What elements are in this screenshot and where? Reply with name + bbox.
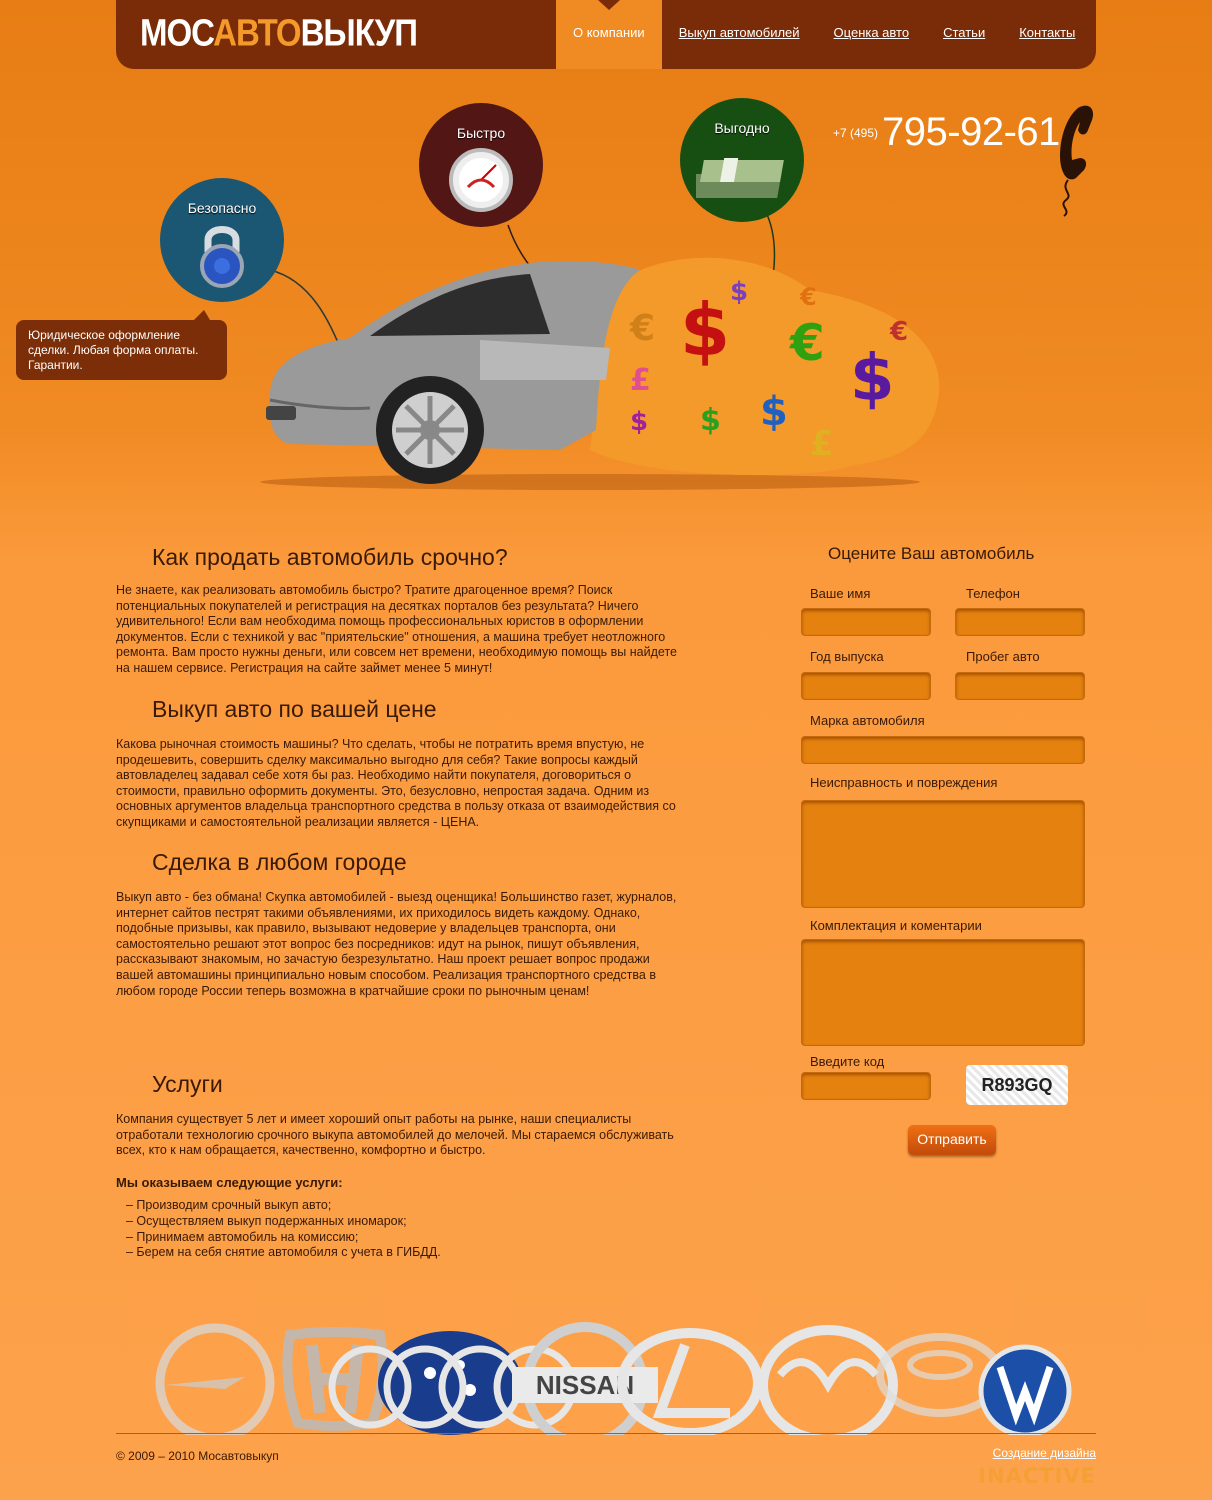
list-item: – Берем на себя снятие автомобиля с учета в ГИБДД. — [126, 1245, 441, 1260]
brand-label: Марка автомобиля — [810, 713, 925, 728]
article-title-any-city: Сделка в любом городе — [152, 849, 407, 875]
svg-text:$: $ — [630, 407, 649, 437]
money-stack-icon — [696, 148, 792, 204]
article-text-sell-urgent: Не знаете, как реализовать автомобиль быстро? Тратите драгоценное время? Поиск потенциальных покупателей и регистрация на десятках порталов без результата? Ничего удивительного! Если вам необходима помощь профессиональных юристов в оформлении документов. Если с техникой у вас "приятельские" отношения, а машина требует неотложного ремонта. Вам просто нужны деньги, или совсем нет времени, необходимую помощь вы найдете на нашем сервисе. Регистрация на сайте займет менее 5 минут! — [116, 583, 677, 675]
footer-divider — [116, 1433, 1096, 1434]
mileage-label: Пробег авто — [966, 649, 1040, 664]
mazda-logo — [763, 1330, 893, 1435]
svg-text:$: $ — [760, 389, 788, 435]
svg-text:€: € — [630, 308, 656, 349]
article-text-any-city: Выкуп авто - без обмана! Скупка автомобилей - выезд оценщика! Большинство газет, журналов, интернет сайтов пестрят такими объявлениями, их приходилось видеть каждому. Однако, подобные призывы, как правило, вызывают недоверие у владельцев транспорта, они самостоятельно решают этот вопрос без посредников: идут на рынок, пишут объявления, рассказывают знакомым, но зачастую безрезультатно. Наш проект решает вопрос продажи вашей автомашины принципиально новым способом. Реализация транспортного средства в любом городе России теперь возможна в кратчайшие сроки по рыночным ценам! — [116, 890, 677, 998]
damage-label: Неисправность и повреждения — [810, 775, 998, 790]
name-field[interactable] — [801, 608, 931, 636]
features-tooltip: Юридическое оформление сделки. Любая форма оплаты. Гарантии. — [16, 320, 227, 380]
nissan-logo-text: NISSAN — [535, 1370, 635, 1400]
svg-text:€: € — [890, 317, 909, 347]
svg-text:£: £ — [630, 363, 651, 398]
feature-fast-label: Быстро — [456, 125, 506, 141]
nav-item-valuation[interactable]: Оценка авто — [833, 25, 910, 40]
article-title-sell-urgent: Как продать автомобиль срочно? — [152, 544, 508, 570]
svg-text:$: $ — [700, 403, 721, 438]
mileage-field[interactable] — [955, 672, 1085, 700]
phone-label: Телефон — [966, 586, 1020, 601]
phone-code: +7 (495) — [833, 126, 879, 140]
svg-text:$: $ — [850, 342, 895, 416]
services-list — [126, 1198, 441, 1261]
svg-text:€: € — [790, 314, 825, 372]
equipment-label: Комплектация и коментарии — [810, 918, 982, 933]
article-text-price: Какова рыночная стоимость машины? Что сделать, чтобы не потратить время впустую, не продешевить, совершить сделку максимально выгодно для себя? Такие вопросы каждый автовладелец задавал себе хотя бы раз. Необходимо найти покупателя, договориться о стоимости, правильно оформить документы. Это, безусловно, непростая задача. Одним из основных аргументов владельца транспортного средства в пользу отказа от взаимодействия со скупщиками и самостоятельной реализации является - ЦЕНА. — [116, 737, 676, 829]
nav-item-contacts[interactable]: Контакты — [1019, 25, 1076, 40]
form-title: Оцените Ваш автомобиль — [828, 544, 1035, 563]
nav-item-articles[interactable]: Статьи — [943, 25, 986, 40]
feature-safe-label: Безопасно — [187, 200, 257, 216]
car-money-illustration — [230, 230, 960, 500]
services-list-title: Мы оказываем следующие услуги: — [116, 1175, 343, 1190]
feature-profitable — [680, 98, 804, 222]
copyright: © 2009 – 2010 Мосавтовыкуп — [116, 1449, 279, 1463]
opel-logo — [160, 1328, 270, 1435]
year-field[interactable] — [801, 672, 931, 700]
year-label: Год выпуска — [810, 649, 884, 664]
studio-logo[interactable]: INACTIVE — [978, 1464, 1096, 1488]
captcha-field[interactable] — [801, 1072, 931, 1100]
svg-text:£: £ — [810, 424, 834, 464]
logo-part3: ВЫКУП — [300, 11, 417, 54]
feature-profitable-label: Выгодно — [714, 120, 770, 136]
brand-field[interactable] — [801, 736, 1085, 764]
logo-part2: АВТО — [213, 11, 301, 54]
svg-text:$: $ — [730, 277, 749, 307]
submit-button[interactable]: Отправить — [908, 1125, 996, 1155]
design-credit-link[interactable]: Создание дизайна — [992, 1446, 1096, 1460]
svg-text:€: € — [800, 283, 817, 311]
brand-logos-strip — [140, 1305, 1090, 1435]
equipment-textarea[interactable] — [801, 939, 1085, 1046]
article-text-services: Компания существует 5 лет и имеет хороший опыт работы на рынке, наши специалисты отработали технологию срочного выкупа автомобилей до мелочей. Мы стараемся обслуживать всех, кто к нам обращается, качественно, комфортно и быстро. — [116, 1112, 674, 1158]
name-label: Ваше имя — [810, 586, 871, 601]
list-item: – Осуществляем выкуп подержанных иномарок; — [126, 1213, 407, 1228]
telephone-handset-icon — [1030, 100, 1110, 220]
volkswagen-logo — [981, 1347, 1069, 1435]
article-title-services: Услуги — [152, 1071, 223, 1097]
list-item: – Принимаем автомобиль на комиссию; — [126, 1229, 359, 1244]
phone-field[interactable] — [955, 608, 1085, 636]
captcha-image: R893GQ — [966, 1065, 1068, 1105]
nav-item-about[interactable]: О компании — [556, 0, 662, 69]
code-label: Введите код — [810, 1054, 885, 1069]
nav-item-buyout[interactable]: Выкуп автомобилей — [678, 25, 800, 40]
article-title-price: Выкуп авто по вашей цене — [152, 696, 437, 722]
logo-part1: МОС — [140, 11, 214, 54]
stopwatch-icon — [446, 143, 516, 213]
damage-textarea[interactable] — [801, 800, 1085, 908]
phone-main: 795-92-61 — [882, 110, 1060, 154]
list-item: – Производим срочный выкуп авто; — [126, 1198, 332, 1212]
svg-text:$: $ — [680, 288, 731, 372]
feature-fast — [419, 103, 543, 227]
